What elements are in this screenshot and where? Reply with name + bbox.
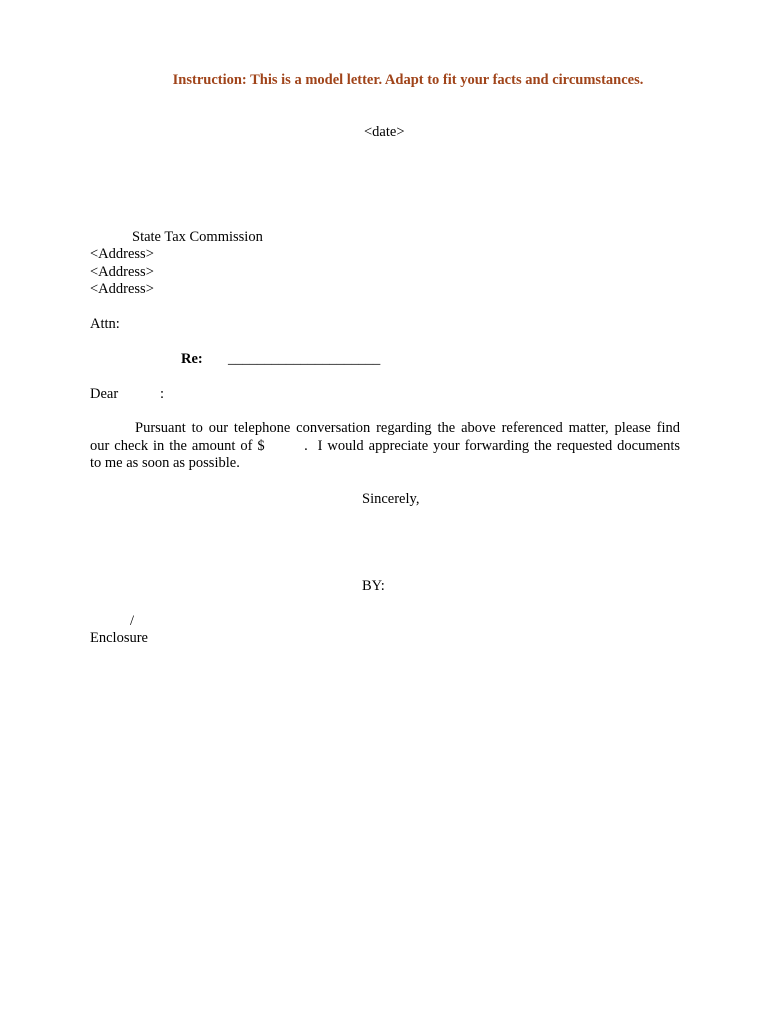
closing: Sincerely, (362, 491, 420, 507)
instruction-note: Instruction: This is a model letter. Adapt to fit your facts and circumstances. (172, 72, 644, 88)
body-line-3: to me as soon as possible. (90, 455, 240, 471)
letter-body (90, 420, 680, 473)
signature-by-label: BY: (362, 578, 385, 594)
salutation-dear: Dear (90, 386, 119, 402)
re-subject-line: _____________________ (228, 351, 381, 367)
attn-label: Attn: (90, 316, 120, 332)
body-line-2: our check in the amount of $ . I would appreciate your forwarding the requested documents (90, 437, 680, 454)
date-placeholder: <date> (364, 124, 405, 140)
initials-slash: / (130, 613, 135, 629)
enclosure-label: Enclosure (90, 630, 148, 646)
address-line-1: <Address> (90, 246, 154, 262)
salutation-colon: : (160, 386, 165, 402)
recipient-name: State Tax Commission (132, 229, 263, 245)
body-line-1: Pursuant to our telephone conversation regarding the above referenced matter, please find (135, 420, 680, 436)
address-line-2: <Address> (90, 264, 154, 280)
address-line-3: <Address> (90, 281, 154, 297)
re-label: Re: (181, 351, 203, 367)
